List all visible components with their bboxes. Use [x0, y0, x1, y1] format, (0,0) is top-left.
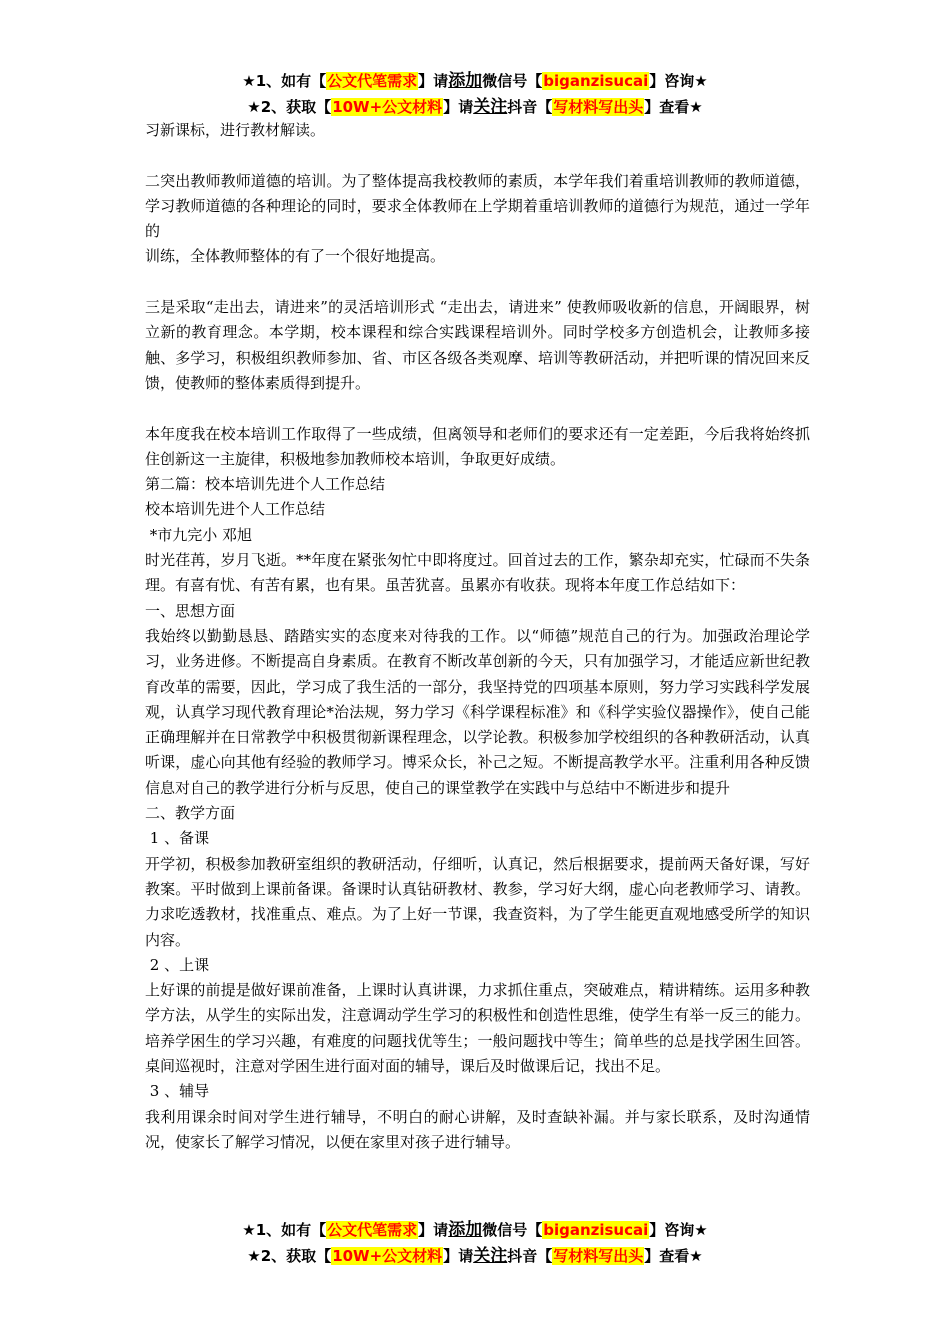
banner-text: 微信号【: [482, 1221, 543, 1239]
paragraph: 训练，全体教师整体的有了一个很好地提高。: [145, 247, 446, 266]
banner-text: 】请: [418, 1221, 449, 1239]
banner-text: 】咨询★: [649, 72, 708, 90]
emphasis-text: 关注: [473, 97, 508, 117]
section-heading: 第二篇：校本培训先进个人工作总结: [145, 475, 386, 494]
highlight-text: 10W+公文材料: [332, 98, 443, 116]
banner-text: 】查看★: [644, 1247, 703, 1265]
subsection-heading: 3 、辅导: [145, 1082, 210, 1101]
highlight-text: 公文代笔需求: [327, 72, 418, 90]
section-heading: 一、思想方面: [145, 601, 236, 620]
paragraph: 开学初，积极参加教研室组织的教研活动，仔细听，认真记，然后根据要求，提前两天备好课，写好教案。平时做到上课前备课。备课时认真钻研教材、教参，学习好大纲，虚心向老教师学习、请教。力求吃透教材，找准重点、难点。为了上好一节课，我查资料，为了学生能更直观地感受所学的知识内容。: [145, 854, 810, 949]
highlight-text: 公文代笔需求: [327, 1221, 418, 1239]
wechat-id-highlight: biganzisucai: [543, 72, 649, 90]
document-body: [145, 118, 810, 1155]
douyin-account-highlight: 写材料写出头: [553, 1247, 644, 1265]
emphasis-text: 添加: [448, 1220, 483, 1240]
top-banner-line-2: [0, 94, 950, 120]
banner-text: ★1、如有【: [242, 72, 327, 90]
banner-text: 】请: [443, 98, 474, 116]
douyin-account-highlight: 写材料写出头: [553, 98, 644, 116]
paragraph: 二突出教师教师道德的培训。为了整体提高我校教师的素质，本学年我们着重培训教师的教师道德，学习教师道德的各种理论的同时，要求全体教师在上学期着重培训教师的道德行为规范，通过一学年的: [145, 171, 810, 241]
banner-text: 】请: [443, 1247, 474, 1265]
banner-text: 】查看★: [644, 98, 703, 116]
paragraph: 上好课的前提是做好课前准备，上课时认真讲课，力求抓住重点，突破难点，精讲精练。运用多种教学方法，从学生的实际出发，注意调动学生学习的积极性和创造性思维，使学生有举一反三的能力。培养学困生的学习兴趣，有难度的问题找优等生；一般问题找中等生；简单些的总是找学困生回答。桌间巡视时，注意对学困生进行面对面的辅导，课后及时做课后记，找出不足。: [145, 981, 810, 1075]
banner-text: 抖音【: [507, 98, 553, 116]
paragraph: 三是采取“走出去，请进来”的灵活培训形式 “走出去，请进来” 使教师吸收新的信息，开阔眼界，树立新的教育理念。本学期，校本课程和综合实践课程培训外。同时学校多方创造机会，让教师多接触、多学习，积极组织教师参加、省、市区各级各类观摩、培训等教研活动，并把听课的情况回来反馈，使教师的整体素质得到提升。: [145, 298, 810, 392]
banner-text: 】咨询★: [649, 1221, 708, 1239]
document-title: 校本培训先进个人工作总结: [145, 500, 326, 519]
section-heading: 二、教学方面: [145, 804, 236, 823]
bottom-banner-line-2: [0, 1243, 950, 1269]
emphasis-text: 添加: [448, 71, 483, 91]
bottom-banner-line-1: [0, 1217, 950, 1243]
subsection-heading: 1 、备课: [145, 829, 210, 848]
paragraph: 我利用课余时间对学生进行辅导，不明白的耐心讲解，及时查缺补漏。并与家长联系，及时沟通情况，使家长了解学习情况，以便在家里对孩子进行辅导。: [145, 1107, 810, 1151]
blank-line: [145, 270, 810, 295]
emphasis-text: 关注: [473, 1246, 508, 1266]
paragraph: 我始终以勤勤恳恳、踏踏实实的态度来对待我的工作。以“师德”规范自己的行为。加强政治理论学习，业务进修。不断提高自身素质。在教育不断改革创新的今天，只有加强学习，才能适应新世纪教育改革的需要，因此，学习成了我生活的一部分，我坚持党的四项基本原则，努力学习实践科学发展观，认真学习现代教育理论*治法规，努力学习《科学课程标准》和《科学实验仪器操作》，使自己能正确理解并在日常教学中积极贯彻新课程理念，以学论教。积极参加学校组织的各种教研活动，认真听课，虚心向其他有经验的教师学习。博采众长，补己之短。不断提高教学水平。注重利用各种反馈信息对自己的教学进行分析与反思，使自己的课堂教学在实践中与总结中不断进步和提升: [145, 626, 810, 797]
banner-text: ★2、获取【: [247, 98, 332, 116]
paragraph: 本年度我在校本培训工作取得了一些成绩，但离领导和老师们的要求还有一定差距，今后我将始终抓住创新这一主旋律，积极地参加教师校本培训，争取更好成绩。: [145, 424, 810, 468]
blank-line: [145, 396, 810, 421]
banner-text: ★2、获取【: [247, 1247, 332, 1265]
banner-text: 抖音【: [507, 1247, 553, 1265]
top-banner-line-1: [0, 68, 950, 94]
author-line: *市九完小 邓旭: [145, 525, 253, 544]
banner-text: 微信号【: [482, 72, 543, 90]
wechat-id-highlight: biganzisucai: [543, 1221, 649, 1239]
highlight-text: 10W+公文材料: [332, 1247, 443, 1265]
banner-text: 】请: [418, 72, 449, 90]
blank-line: [145, 143, 810, 168]
paragraph: 习新课标，进行教材解读。: [145, 121, 326, 139]
paragraph: 时光荏苒，岁月飞逝。**年度在紧张匆忙中即将度过。回首过去的工作，繁杂却充实，忙碌而不失条理。有喜有忧、有苦有累，也有果。虽苦犹喜。虽累亦有收获。现将本年度工作总结如下：: [145, 551, 810, 595]
banner-text: ★1、如有【: [242, 1221, 327, 1239]
subsection-heading: 2 、上课: [145, 955, 210, 974]
